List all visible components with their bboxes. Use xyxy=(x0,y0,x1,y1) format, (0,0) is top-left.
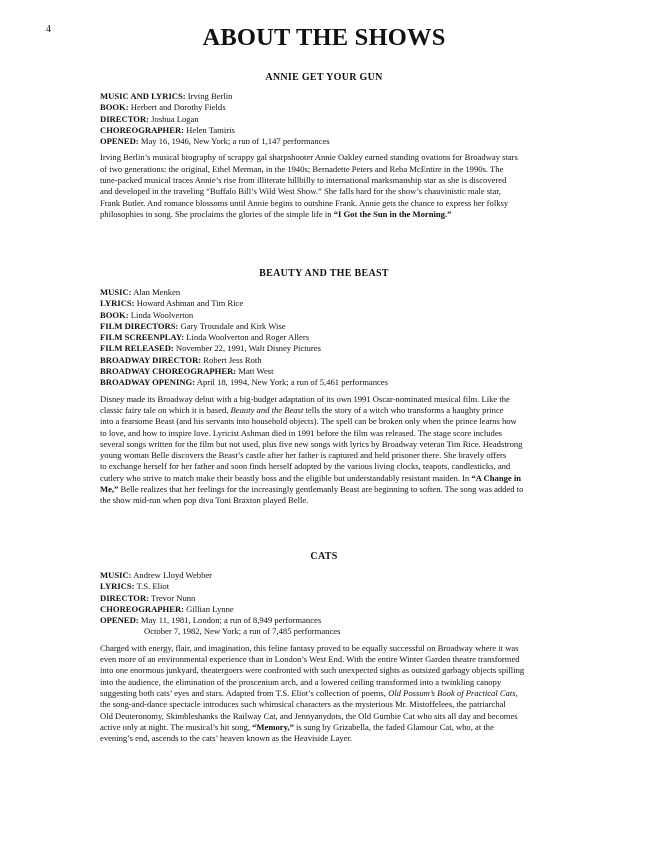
description xyxy=(100,643,548,745)
credit-value: Matt West xyxy=(236,366,274,377)
description-line xyxy=(100,699,548,710)
credit-label: FILM SCREENPLAY: xyxy=(100,332,185,343)
description-text: of two generations: the original, Ethel Merman, in the 1940s; Bernadette Peters and Reba McEntire in the 1990s. The xyxy=(100,163,504,174)
description-text: tells the story of a witch who transforms a haughty prince xyxy=(303,404,504,415)
description-line xyxy=(100,450,548,461)
credits-block xyxy=(100,287,548,389)
credit-label: OPENED: xyxy=(100,136,139,147)
credit-value: Linda Woolverton xyxy=(128,309,194,320)
credit-line xyxy=(100,332,548,343)
show-title: BEAUTY AND THE BEAST xyxy=(259,268,389,279)
credits-block xyxy=(100,570,548,638)
description-line xyxy=(100,722,548,733)
description-line xyxy=(100,643,548,654)
description-text: suggesting both cats’ eyes and stars. Adapted from T.S. Eliot’s collection of poems, xyxy=(100,687,389,698)
credit-value: Herbert and Dorothy Fields xyxy=(128,102,226,113)
description-text: Frank Butler. And romance blossoms until Annie begins to outshine Frank. Annie gets the chance to express her folksy xyxy=(100,197,509,208)
description-line xyxy=(100,405,548,416)
credit-label: BROADWAY OPENING: xyxy=(100,377,196,388)
description-text: , xyxy=(515,687,518,698)
description-text: philosophies in song. She proclaims the glories of the simple life in xyxy=(100,208,334,219)
description-line xyxy=(100,428,548,439)
credit-line xyxy=(100,125,548,136)
description-line xyxy=(100,688,548,699)
page-title: ABOUT THE SHOWS xyxy=(202,24,446,51)
credit-value: Joshua Logan xyxy=(149,113,199,124)
description-line xyxy=(100,677,548,688)
description-text: the song-and-dance spectacle introduces such whimsical characters as the mysterious Mr. Mistoffelees, the patriarchal xyxy=(100,699,506,710)
description-line xyxy=(100,394,548,405)
description-text: several songs written for the film but not used, plus five new songs with lyrics by Broadway veteran Tim Rice. Headstrong xyxy=(100,438,523,449)
credit-value: T.S. Eliot xyxy=(134,581,170,592)
work-title: Old Possum’s Book of Practical Cats xyxy=(388,687,516,698)
credit-line xyxy=(100,343,548,354)
credits-block xyxy=(100,91,548,147)
credit-line xyxy=(100,298,548,309)
description-text: even more of an environmental experience than in London’s West End. With the entire Winter Garden theatre transformed xyxy=(100,654,520,665)
credit-value: Trevor Nunn xyxy=(149,592,196,603)
show-section xyxy=(100,72,548,220)
credit-value: May 16, 1946, New York; a run of 1,147 performances xyxy=(138,136,330,147)
credit-label: FILM RELEASED: xyxy=(100,343,174,354)
description-text: Irving Berlin’s musical biography of scrappy gal sharpshooter Annie Oakley earned standing ovations for Broadway stars xyxy=(100,152,518,163)
credit-line xyxy=(100,102,548,113)
credit-line xyxy=(100,615,548,626)
song-title: “I Got the Sun in the Morning.” xyxy=(333,208,452,219)
show-section xyxy=(100,551,548,744)
description-text: cutlery who strive to match make their beastly boss and the eligible but understandably resistant maiden. In xyxy=(100,472,472,483)
description-line xyxy=(100,175,548,186)
description-text: the show mid-run when pop diva Toni Braxton played Belle. xyxy=(100,495,309,506)
song-title: Me,” xyxy=(100,484,119,495)
credit-label: MUSIC AND LYRICS: xyxy=(100,91,186,101)
credit-value: Gillian Lynne xyxy=(184,603,234,614)
credit-label: BOOK: xyxy=(100,102,129,113)
credit-label: FILM DIRECTORS: xyxy=(100,320,179,331)
description-line xyxy=(100,152,548,163)
description-text: to love, and how to inspire love. Lyricist Ashman died in 1991 before the film was released. The stage score includes xyxy=(100,427,502,438)
credit-line xyxy=(100,91,548,102)
description-line xyxy=(100,711,548,722)
description-line xyxy=(100,473,548,484)
description-text: into a fearsome Beast (and his servants into household objects). The spell can be broken only when the prince learns how xyxy=(100,416,517,427)
credit-label: MUSIC: xyxy=(100,287,132,297)
description-line xyxy=(100,186,548,197)
credit-value: Irving Berlin xyxy=(185,91,233,101)
description-line xyxy=(100,198,548,209)
credit-label: LYRICS: xyxy=(100,298,135,309)
description xyxy=(100,394,548,507)
description-line xyxy=(100,495,548,506)
description-line xyxy=(100,164,548,175)
credit-line xyxy=(100,114,548,125)
credit-line xyxy=(100,581,548,592)
show-section xyxy=(100,268,548,507)
description-line xyxy=(100,484,548,495)
description-text: to exchange herself for her father and soon finds herself adopted by the various living clocks, teapots, candlesticks, and xyxy=(100,461,511,472)
show-title: ANNIE GET YOUR GUN xyxy=(265,72,383,83)
description-line xyxy=(100,733,548,744)
description-line xyxy=(100,209,548,220)
credit-label: OPENED: xyxy=(100,615,139,626)
credit-line xyxy=(100,593,548,604)
credit-value: Alan Menken xyxy=(131,287,181,297)
credit-label: MUSIC: xyxy=(100,570,132,580)
credit-value: April 18, 1994, New York; a run of 5,461 performances xyxy=(195,377,388,388)
credit-line xyxy=(100,321,548,332)
credit-value: Gary Trousdale and Kirk Wise xyxy=(178,320,286,331)
description xyxy=(100,152,548,220)
credit-value: Robert Jess Roth xyxy=(201,354,262,365)
credit-continuation: October 7, 1982, New York; a run of 7,485 performances xyxy=(144,626,341,637)
credit-label: BROADWAY DIRECTOR: xyxy=(100,354,202,365)
credit-value: November 22, 1991, Walt Disney Pictures xyxy=(173,343,321,354)
credit-line xyxy=(100,604,548,615)
description-text: Belle realizes that her feelings for the increasingly gentlemanly Beast are beginning to soften. The song was added to xyxy=(118,484,524,495)
credit-line xyxy=(100,287,548,298)
song-title: “Memory,” xyxy=(252,721,294,732)
description-text: classic fairy tale on which it is based, xyxy=(100,404,231,415)
page-number: 4 xyxy=(46,24,51,35)
work-title: Beauty and the Beast xyxy=(230,404,304,415)
description-line xyxy=(100,665,548,676)
description-text: evening’s end, ascends to the cats’ heaven known as the Heaviside Layer. xyxy=(100,733,353,744)
description-text: Charged with energy, flair, and imagination, this feline fantasy proved to be equally successful on Broadway where it was xyxy=(100,642,519,653)
description-text: active only at night. The musical’s hit song, xyxy=(100,721,253,732)
credit-line xyxy=(100,355,548,366)
credit-line xyxy=(100,136,548,147)
show-title: CATS xyxy=(310,551,338,562)
credit-value: Andrew Lloyd Webber xyxy=(131,570,213,580)
credit-value: May 11, 1981, London; a run of 8,949 performances xyxy=(138,615,322,626)
credit-value: Helen Tamiris xyxy=(184,124,235,135)
credit-label: BOOK: xyxy=(100,309,129,320)
credit-label: CHOREOGRAPHER: xyxy=(100,124,185,135)
credit-label: DIRECTOR: xyxy=(100,592,150,603)
credit-line xyxy=(100,366,548,377)
description-text: into one enormous junkyard, theatergoers were confronted with such unexpected sights as outsized garbagy objects spilling xyxy=(100,665,525,676)
credit-label: DIRECTOR: xyxy=(100,113,150,124)
description-text: tune-packed musical traces Annie’s rise from illiterate hillbilly to international marksmanship star as she is discovered xyxy=(100,175,507,186)
credit-value: Howard Ashman and Tim Rice xyxy=(134,298,244,309)
description-text: is sung by Grizabella, the faded Glamour Cat, who, at the xyxy=(293,721,494,732)
description-text: into the audience, the elimination of the proscenium arch, and a lowered ceiling transformed into a twinkling canopy xyxy=(100,676,502,687)
credit-line xyxy=(100,570,548,581)
song-title: “A Change in xyxy=(471,472,522,483)
credit-line xyxy=(100,310,548,321)
credit-line xyxy=(100,377,548,388)
description-line xyxy=(100,461,548,472)
description-line xyxy=(100,439,548,450)
description-text: Old Deuteronomy, Skimbleshanks the Railway Cat, and Jennyanydots, the Old Gumbie Cat who sits all day and becomes xyxy=(100,710,518,721)
credit-label: BROADWAY CHOREOGRAPHER: xyxy=(100,366,237,377)
description-text: young woman Belle discovers the Beast’s castle after her father is captured and held prisoner there. She bravely offers xyxy=(100,450,507,461)
description-line xyxy=(100,654,548,665)
credit-label: LYRICS: xyxy=(100,581,135,592)
description-line xyxy=(100,416,548,427)
description-text: Disney made its Broadway debut with a big-budget adaptation of its own 1991 Oscar-nominated musical film. Like the xyxy=(100,393,510,404)
credit-label: CHOREOGRAPHER: xyxy=(100,603,185,614)
description-text: and developed in the traveling “Buffalo Bill’s Wild West Show.” She falls hard for the show’s chauvinistic male star, xyxy=(100,186,501,197)
credit-value: Linda Woolverton and Roger Allers xyxy=(184,332,310,343)
